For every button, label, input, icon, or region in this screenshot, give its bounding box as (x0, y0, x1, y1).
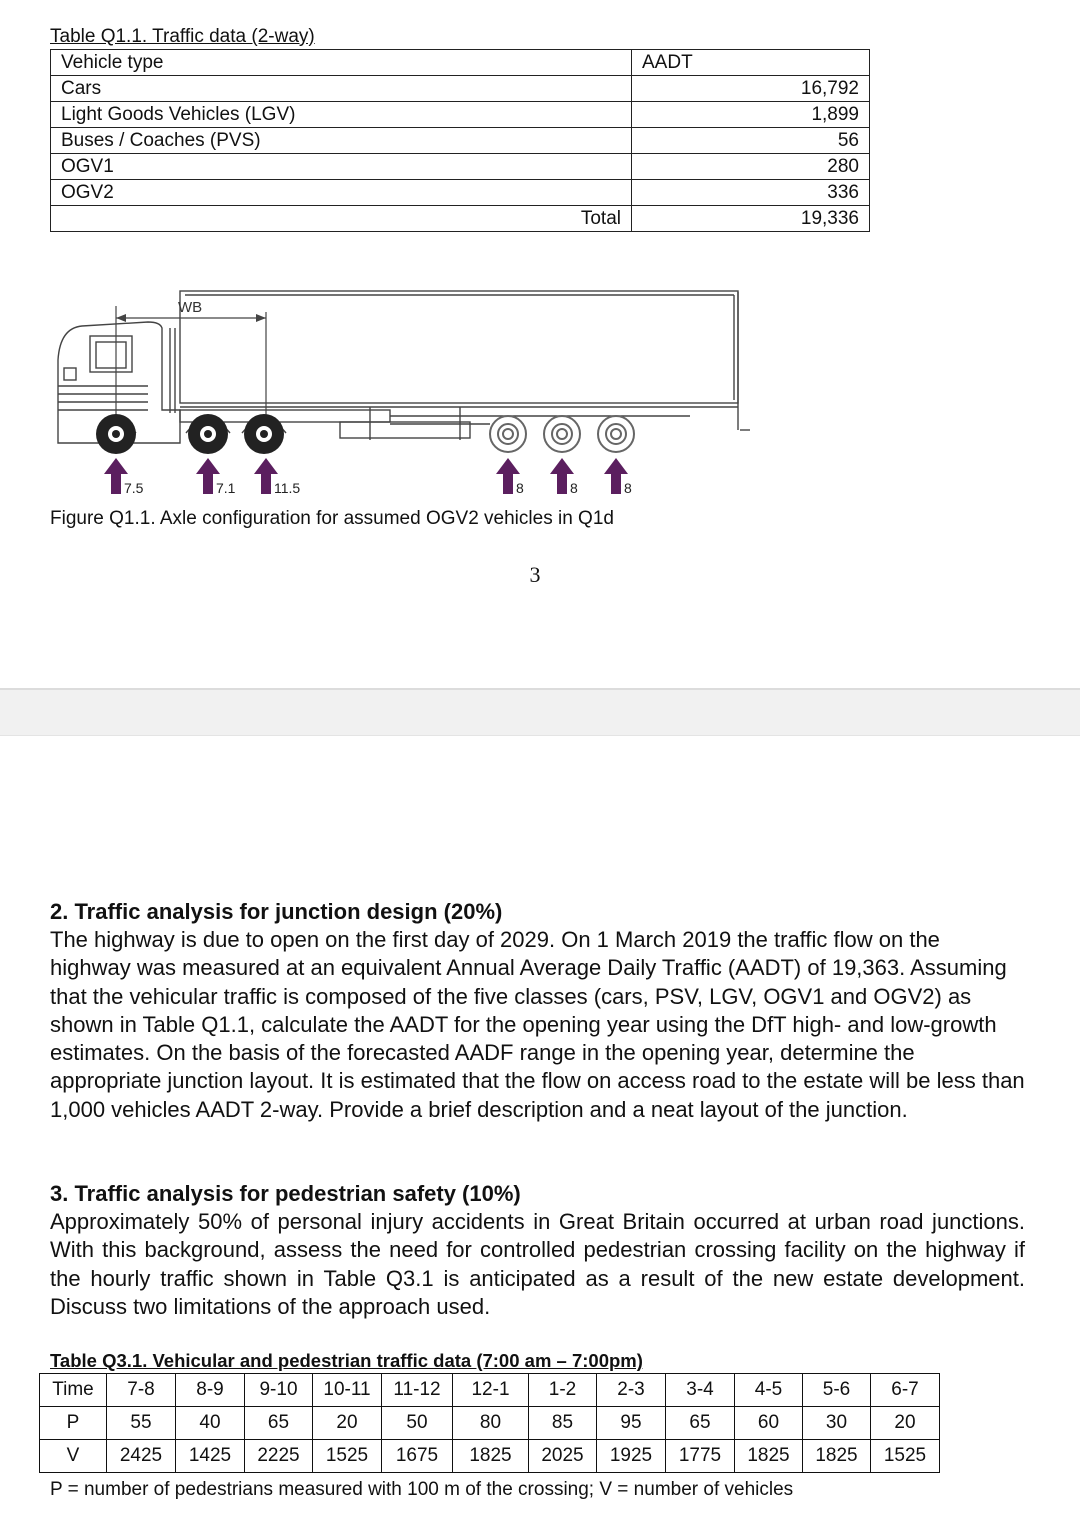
vehicle-count-cell: 1425 (176, 1440, 245, 1473)
vehicle-label: OGV1 (51, 154, 632, 180)
table-q3-1 (39, 1373, 940, 1473)
table-total-row (51, 206, 870, 232)
time-cell: 4-5 (735, 1374, 803, 1407)
time-cell: 2-3 (597, 1374, 666, 1407)
section-2-heading: 2. Traffic analysis for junction design (20%) (50, 899, 503, 924)
vehicle-count-cell: 1825 (453, 1440, 529, 1473)
header-vehicle-type: Vehicle type (51, 50, 632, 76)
vehicle-count-cell: 1825 (803, 1440, 871, 1473)
pedestrian-count-cell: 55 (107, 1407, 176, 1440)
vehicle-count-cell: 1675 (382, 1440, 453, 1473)
axle-load-label: 7.5 (124, 480, 144, 496)
vehicle-row (40, 1440, 940, 1473)
table-row (51, 154, 870, 180)
wheel (96, 414, 136, 454)
vehicle-label: Light Goods Vehicles (LGV) (51, 102, 632, 128)
truck-axle-diagram (50, 288, 770, 500)
vehicle-label: Cars (51, 76, 632, 102)
table-row (51, 180, 870, 206)
table-header-row (51, 50, 870, 76)
wheel (244, 414, 284, 454)
wheel (188, 414, 228, 454)
aadt-value: 336 (632, 180, 870, 206)
section-2-body: The highway is due to open on the first day of 2029. On 1 March 2019 the traffic flow on the highway was measured at an equivalent Annual Average Daily Traffic (AADT) of 19,363. Assuming that the vehicular traffic is composed of the five classes (cars, PSV, LGV, OGV1 and OGV2) as shown in Table Q1.1, calculate the AADT for the opening year using the DfT high- and low-growth estimates. On the basis of the forecasted AADF range in the opening year, determine the appropriate junction layout. It is estimated that the flow on access road to the estate will be less than 1,000 vehicles AADT 2-way. Provide a brief description and a neat layout of the junction. (50, 927, 1025, 1122)
aadt-value: 16,792 (632, 76, 870, 102)
vehicle-label: OGV2 (51, 180, 632, 206)
truck-outline (58, 291, 750, 443)
vehicle-count-cell: 2225 (245, 1440, 313, 1473)
wheelbase-dimension (116, 299, 266, 418)
time-cell: 3-4 (666, 1374, 735, 1407)
aadt-value: 56 (632, 128, 870, 154)
document-page-1 (0, 0, 1080, 688)
tractor-wheels (96, 414, 284, 454)
trailer-wheels (490, 416, 634, 452)
total-value: 19,336 (632, 206, 870, 232)
axle-load-label: 7.1 (216, 480, 236, 496)
wheel (544, 416, 580, 452)
pedestrian-count-cell: 80 (453, 1407, 529, 1440)
vehicle-count-cell: 2425 (107, 1440, 176, 1473)
time-cell: 9-10 (245, 1374, 313, 1407)
row-label-v: V (40, 1440, 107, 1473)
wb-label: WB (178, 299, 203, 316)
table-q3-1-note: P = number of pedestrians measured with 100 m of the crossing; V = number of vehicles (50, 1479, 794, 1500)
pedestrian-count-cell: 65 (666, 1407, 735, 1440)
page-number: 3 (529, 562, 541, 587)
axle-load-arrows (104, 458, 628, 494)
table-q3-1-caption: Table Q3.1. Vehicular and pedestrian traffic data (7:00 am – 7:00pm) (50, 1350, 643, 1371)
vehicle-count-cell: 1525 (871, 1440, 940, 1473)
section-3 (50, 1180, 1025, 1321)
wheel (598, 416, 634, 452)
section-3-body: Approximately 50% of personal injury accidents in Great Britain occurred at urban road junctions. With this background, assess the need for controlled pedestrian crossing facility on the highway if the hourly traffic shown in Table Q3.1 is anticipated as a result of the new estate development. Discuss two limitations of the approach used. (50, 1209, 1025, 1319)
time-cell: 10-11 (313, 1374, 382, 1407)
pedestrian-count-cell: 65 (245, 1407, 313, 1440)
axle-load-label: 8 (624, 480, 632, 496)
pedestrian-count-cell: 20 (313, 1407, 382, 1440)
document-page-2 (0, 736, 1080, 1532)
pedestrian-row (40, 1407, 940, 1440)
vehicle-label: Buses / Coaches (PVS) (51, 128, 632, 154)
pedestrian-count-cell: 20 (871, 1407, 940, 1440)
vehicle-count-cell: 1525 (313, 1440, 382, 1473)
time-cell: 12-1 (453, 1374, 529, 1407)
section-3-heading: 3. Traffic analysis for pedestrian safety (10%) (50, 1181, 521, 1206)
time-cell: 8-9 (176, 1374, 245, 1407)
vehicle-count-cell: 1925 (597, 1440, 666, 1473)
table-q1-1-caption: Table Q1.1. Traffic data (2-way) (50, 26, 315, 47)
axle-load-label: 8 (570, 480, 578, 496)
header-aadt: AADT (632, 50, 870, 76)
time-cell: 5-6 (803, 1374, 871, 1407)
time-cell: 7-8 (107, 1374, 176, 1407)
total-label: Total (51, 206, 632, 232)
table-row (51, 128, 870, 154)
section-2 (50, 898, 1025, 1124)
pedestrian-count-cell: 30 (803, 1407, 871, 1440)
table-q1-1 (50, 49, 870, 232)
time-cell: 6-7 (871, 1374, 940, 1407)
row-label-p: P (40, 1407, 107, 1440)
wheel (490, 416, 526, 452)
aadt-value: 280 (632, 154, 870, 180)
vehicle-count-cell: 1775 (666, 1440, 735, 1473)
page-separator (0, 688, 1080, 736)
pedestrian-count-cell: 85 (529, 1407, 597, 1440)
table-row (51, 76, 870, 102)
time-row (40, 1374, 940, 1407)
time-cell: 11-12 (382, 1374, 453, 1407)
pedestrian-count-cell: 50 (382, 1407, 453, 1440)
axle-load-label: 11.5 (274, 480, 301, 496)
pedestrian-count-cell: 95 (597, 1407, 666, 1440)
figure-q1-1-caption: Figure Q1.1. Axle configuration for assumed OGV2 vehicles in Q1d (50, 508, 614, 529)
axle-load-labels (124, 480, 632, 496)
vehicle-count-cell: 1825 (735, 1440, 803, 1473)
vehicle-count-cell: 2025 (529, 1440, 597, 1473)
time-cell: 1-2 (529, 1374, 597, 1407)
pedestrian-count-cell: 60 (735, 1407, 803, 1440)
pedestrian-count-cell: 40 (176, 1407, 245, 1440)
aadt-value: 1,899 (632, 102, 870, 128)
axle-load-label: 8 (516, 480, 524, 496)
row-label-time: Time (40, 1374, 107, 1407)
table-row (51, 102, 870, 128)
